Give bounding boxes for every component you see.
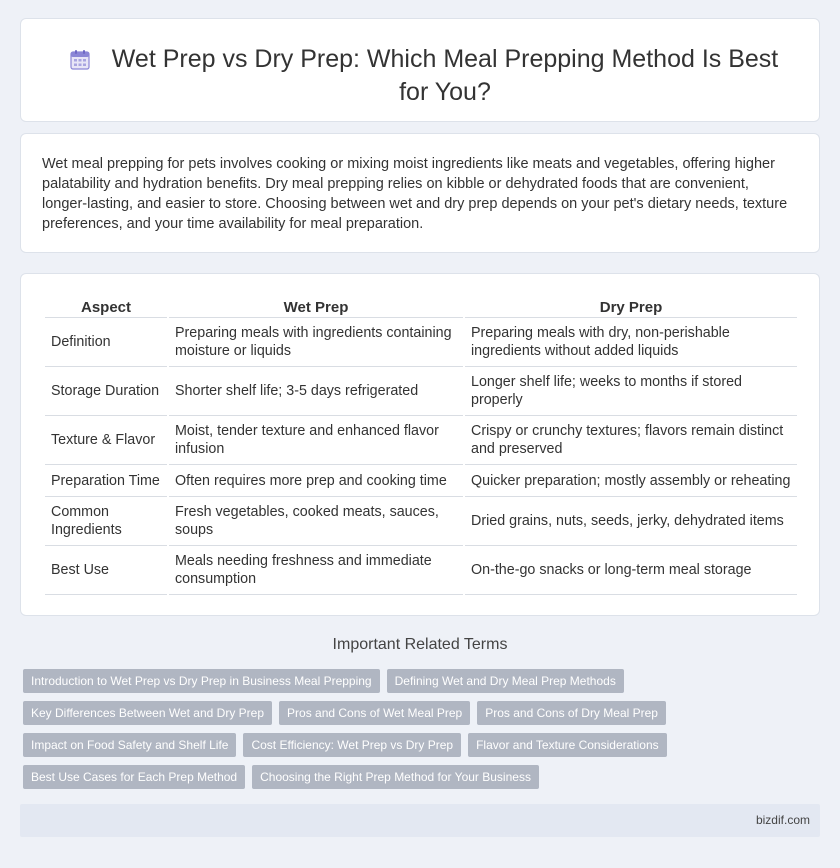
page-title: Wet Prep vs Dry Prep: Which Meal Prepping Method Is Best for You? — [111, 45, 779, 106]
header-wet-prep: Wet Prep — [169, 296, 463, 318]
row-wet: Often requires more prep and cooking time — [169, 465, 463, 497]
footer-site-link[interactable]: bizdif.com — [755, 813, 810, 827]
intro-card — [20, 133, 820, 253]
related-term-tag[interactable]: Pros and Cons of Wet Meal Prep — [279, 701, 470, 725]
row-dry: Preparing meals with dry, non-perishable ingredients without added liquids — [465, 318, 797, 367]
row-wet: Shorter shelf life; 3-5 days refrigerated — [169, 367, 463, 416]
tag-row — [23, 733, 823, 757]
comparison-card — [20, 273, 820, 616]
tag-row — [23, 765, 823, 789]
table-header-row — [45, 296, 797, 318]
row-aspect: Definition — [45, 318, 167, 367]
row-dry: Longer shelf life; weeks to months if stored properly — [465, 367, 797, 416]
row-wet: Meals needing freshness and immediate consumption — [169, 546, 463, 595]
row-wet: Preparing meals with ingredients containing moisture or liquids — [169, 318, 463, 367]
row-wet: Fresh vegetables, cooked meats, sauces, soups — [169, 497, 463, 546]
row-aspect: Common Ingredients — [45, 497, 167, 546]
related-term-tag[interactable]: Pros and Cons of Dry Meal Prep — [477, 701, 666, 725]
intro-paragraph: Wet meal prepping for pets involves cooking or mixing moist ingredients like meats and vegetables, offering higher palatability and hydration benefits. Dry meal prepping relies on kibble or dehydrated foods that are convenient, longer-lasting, and easier to store. Choosing between wet and dry prep depends on your pet's dietary needs, texture preferences, and your time availability for meal preparation. — [42, 156, 788, 232]
related-term-tag[interactable]: Flavor and Texture Considerations — [468, 733, 667, 757]
footer — [20, 804, 820, 837]
table-row — [45, 416, 797, 465]
table-row — [45, 497, 797, 546]
related-term-tag[interactable]: Defining Wet and Dry Meal Prep Methods — [387, 669, 624, 693]
table-row — [45, 318, 797, 367]
related-term-tag[interactable]: Key Differences Between Wet and Dry Prep — [23, 701, 272, 725]
header-dry-prep: Dry Prep — [465, 296, 797, 318]
related-terms-title: Important Related Terms — [332, 636, 508, 653]
tag-row — [23, 701, 823, 725]
header-aspect: Aspect — [45, 296, 167, 318]
related-term-tag[interactable]: Cost Efficiency: Wet Prep vs Dry Prep — [243, 733, 461, 757]
row-dry: On-the-go snacks or long-term meal storage — [465, 546, 797, 595]
row-aspect: Preparation Time — [45, 465, 167, 497]
tag-row — [23, 669, 823, 693]
row-wet: Moist, tender texture and enhanced flavor infusion — [169, 416, 463, 465]
row-aspect: Best Use — [45, 546, 167, 595]
related-terms-list — [23, 669, 823, 797]
row-dry: Crispy or crunchy textures; flavors remain distinct and preserved — [465, 416, 797, 465]
table-row — [45, 465, 797, 497]
row-aspect: Texture & Flavor — [45, 416, 167, 465]
related-term-tag[interactable]: Introduction to Wet Prep vs Dry Prep in Business Meal Prepping — [23, 669, 380, 693]
title-card — [20, 18, 820, 122]
related-term-tag[interactable]: Choosing the Right Prep Method for Your Business — [252, 765, 539, 789]
table-row — [45, 367, 797, 416]
comparison-table — [43, 296, 799, 595]
row-aspect: Storage Duration — [45, 367, 167, 416]
related-term-tag[interactable]: Best Use Cases for Each Prep Method — [23, 765, 245, 789]
row-dry: Dried grains, nuts, seeds, jerky, dehydrated items — [465, 497, 797, 546]
table-row — [45, 546, 797, 595]
row-dry: Quicker preparation; mostly assembly or reheating — [465, 465, 797, 497]
related-term-tag[interactable]: Impact on Food Safety and Shelf Life — [23, 733, 236, 757]
